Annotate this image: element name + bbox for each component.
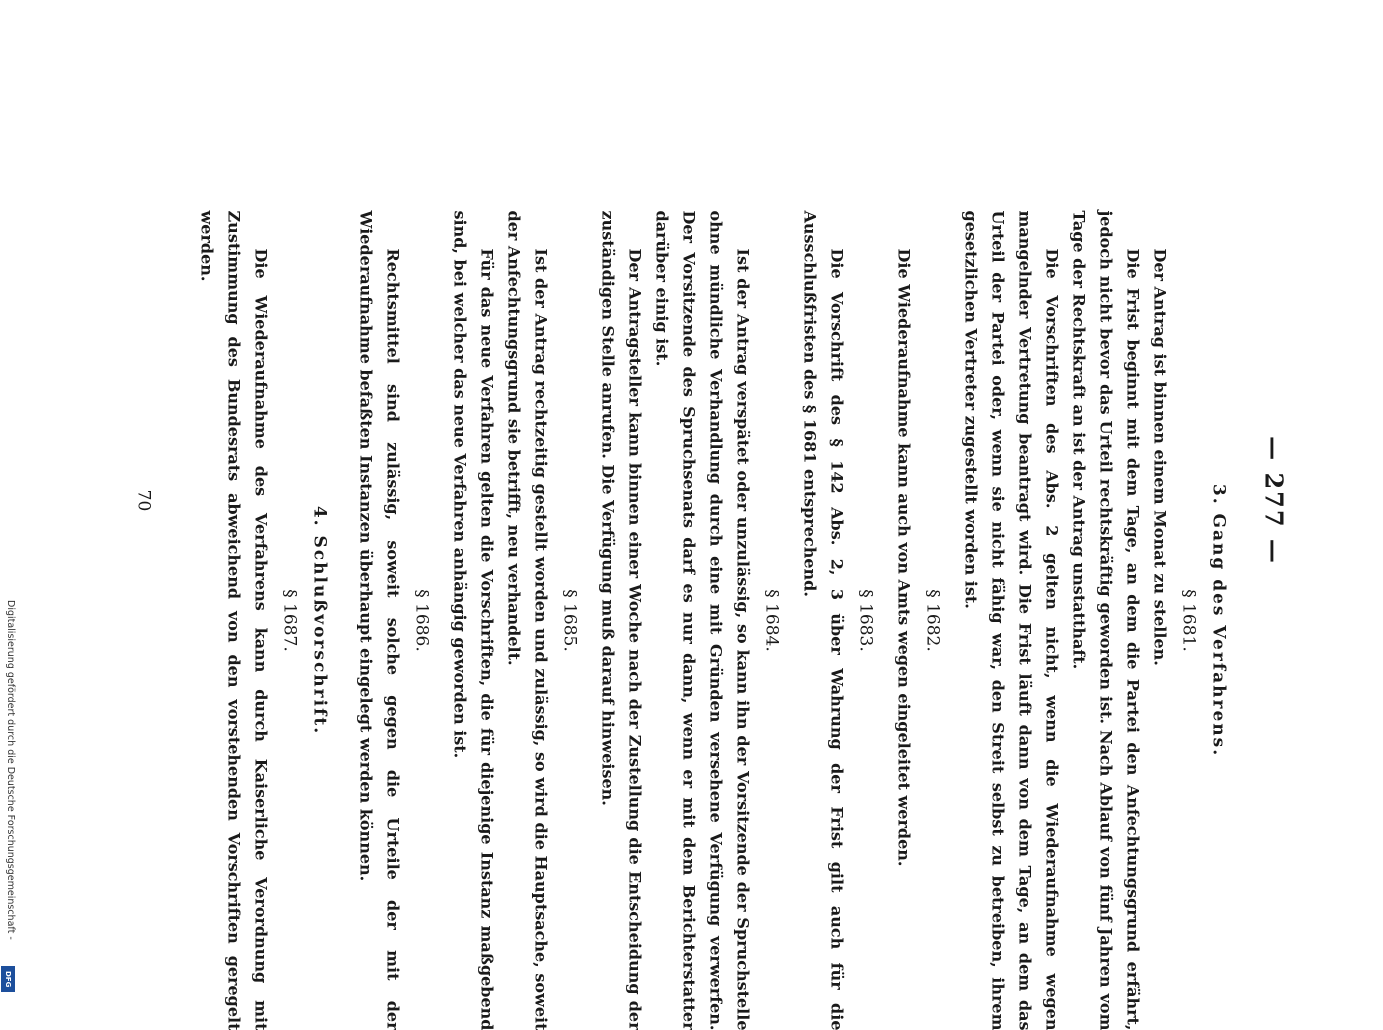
paragraph-1683-1: Die Vorschrift des § 142 Abs. 2, 3 über Wahrung der Frist gilt auch für die Ausschlußfristen des § 1681 entsprechend. (800, 210, 846, 1030)
paragraph-number-1685: § 1685. (559, 588, 579, 652)
paragraph-1684-2: Der Antragsteller kann binnen einer Woche nach der Zustellung die Entscheidung der zuständigen Stelle anrufen. Die Verfügung muß darauf hinweisen. (598, 210, 644, 1030)
dfg-logo: DFG (1, 966, 15, 992)
paragraph-1684-1: Ist der Antrag verspätet oder unzulässig, so kann ihn der Vorsitzende der Spruchstelle ohne mündliche Verhandlung durch eine mit Gründen versehene Verfügung verwerfen. Der Vorsitzende des Spruchsenats darf es nur dann, wenn er mit dem Berichterstatter darüber einig ist. (652, 210, 752, 1030)
paragraph-1686-1: Rechtsmittel sind zulässig, soweit solche gegen die Urteile der mit der Wiederaufnahme befaßten Instanzen überhaupt eingelegt werden können. (356, 210, 402, 1030)
paragraph-number-1687: § 1687. (279, 588, 299, 652)
digitization-credit-text: Digitalisierung gefördert durch die Deutsche Forschungsgemeinschaft - (5, 600, 16, 940)
signature-number: 70 (133, 489, 153, 511)
paragraph-number-1686: § 1686. (411, 588, 431, 652)
digitization-credit (0, 600, 16, 1000)
section-title-3: 3. Gang des Verfahrens. (1208, 483, 1228, 757)
paragraph-1681-3: Die Vorschriften des Abs. 2 gelten nicht, wenn die Wiederaufnahme wegen mangelnder Vertretung beantragt wird. Die Frist läuft dann von dem Tage, an dem das Urteil der Partei oder, wenn sie nicht fähig war, den Streit selbst zu betreiben, ihrem gesetzlichen Vertreter zugestellt worden ist. (961, 210, 1061, 1030)
paragraph-1685-2: Für das neue Verfahren gelten die Vorschriften, die für diejenige Instanz maßgebend sind, bei welcher das neue Verfahren anhängig geworden ist. (450, 210, 496, 1030)
paragraph-1687-1: Die Wiederaufnahme des Verfahrens kann durch Kaiserliche Verordnung mit Zustimmung des Bundesrats abweichend von den vorstehenden Vorschriften geregelt werden. (197, 210, 270, 1030)
page-number-header: — 277 — (1259, 435, 1288, 565)
paragraph-1685-1: Ist der Antrag rechtzeitig gestellt worden und zulässig, so wird die Hauptsache, soweit der Anfechtungsgrund sie betrifft, neu verhandelt. (504, 210, 550, 1030)
paragraph-number-1682: § 1682. (922, 588, 942, 652)
paragraph-1681-1: Der Antrag ist binnen einem Monat zu stellen. (1150, 248, 1169, 666)
section-title-4: 4. Schlußvorschrift. (309, 505, 329, 735)
paragraph-number-1681: § 1681. (1178, 588, 1198, 652)
paragraph-1681-2: Die Frist beginnt mit dem Tage, an dem die Partei den Anfechtungsgrund erfährt, jedoch nicht bevor das Urteil rechtskräftig geworden ist. Nach Ablauf von fünf Jahren vom Tage der Rechtskraft an ist der Antrag unstatthaft. (1069, 210, 1142, 1030)
main-text (193, 210, 1233, 1030)
paragraph-number-1683: § 1683. (855, 588, 875, 652)
paragraph-number-1684: § 1684. (761, 588, 781, 652)
paragraph-1682-1: Die Wiederaufnahme kann auch von Amts wegen eingeleitet werden. (894, 248, 913, 866)
